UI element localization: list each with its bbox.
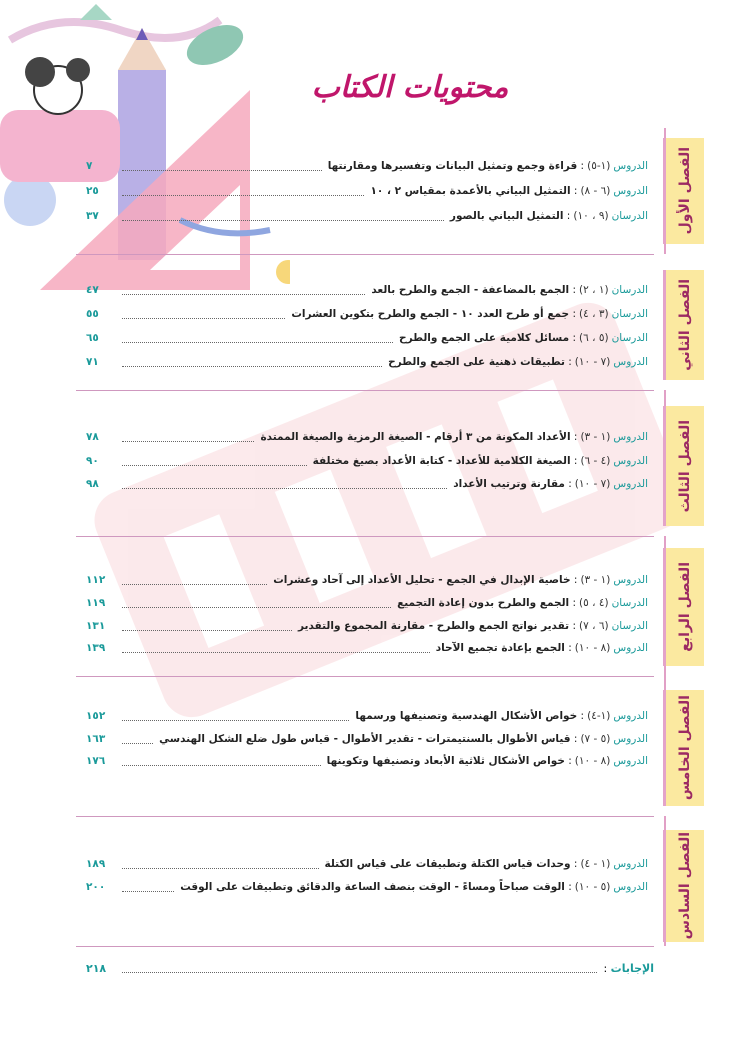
chapter-2-title: الفصل الثاني <box>677 279 693 371</box>
toc-row[interactable]: الدرسان (٣ ، ٤) : جمع أو طرح العدد ١٠ - الجمع والطرح بتكوين العشرات ٥٥ <box>86 308 648 320</box>
chapter-3-tab <box>663 406 704 526</box>
answers-label: الإجابات <box>610 961 654 975</box>
contents-frame <box>76 128 693 974</box>
toc-row[interactable]: الدرسان (١ ، ٢) : الجمع بالمضاعفة - الجمع والطرح بالعد ٤٧ <box>86 284 648 296</box>
toc-row[interactable]: الدروس (٨ - ١٠) : خواص الأشكال ثلاثية الأبعاد وتصنيفها وتكوينها ١٧٦ <box>86 755 648 767</box>
toc-row[interactable]: الدرسان (٥ ، ٦) : مسائل كلامية على الجمع والطرح ٦٥ <box>86 332 648 344</box>
answers-row[interactable]: الإجابات : ٢١٨ <box>86 961 654 975</box>
chapter-5-title: الفصل الخامس <box>677 695 693 801</box>
chapter-5-section <box>76 676 693 817</box>
toc-row[interactable]: الدرسان (٤ ، ٥) : الجمع والطرح بدون إعادة التجميع ١١٩ <box>86 597 648 609</box>
toc-row[interactable]: الدروس (٥ - ٧) : قياس الأطوال بالسنتيمترات - تقدير الأطوال - قياس طول ضلع الشكل الهندسي ١٦٣ <box>86 733 648 745</box>
toc-row[interactable]: الدروس (٦ - ٨) : التمثيل البياني بالأعمدة بمقياس ٢ ، ١٠ ٢٥ <box>86 185 648 197</box>
toc-row[interactable]: الدروس (١ - ٣) : الأعداد المكونة من ٣ أرقام - الصيغة الرمزية والصيغة الممتدة ٧٨ <box>86 431 648 443</box>
toc-row[interactable]: الدروس (١-٤) : خواص الأشكال الهندسية وتصنيفها ورسمها ١٥٢ <box>86 710 648 722</box>
decor-triangle <box>80 4 112 20</box>
toc-row[interactable]: الدروس (١ - ٤) : وحدات قياس الكتلة وتطبيقات على قياس الكتلة ١٨٩ <box>86 858 648 870</box>
toc-row[interactable]: الدروس (١ - ٣) : خاصية الإبدال في الجمع - تحليل الأعداد إلى آحاد وعشرات ١١٢ <box>86 574 648 586</box>
chapter-4-section <box>76 536 693 677</box>
toc-row[interactable]: الدروس (٤ - ٦) : الصيغة الكلامية للأعداد - كتابة الأعداد بصيغ مختلفة ٩٠ <box>86 455 648 467</box>
toc-row[interactable]: الدروس (٥ - ١٠) : الوقت صباحاً ومساءً - الوقت بنصف الساعة والدقائق وتطبيقات على الوقت ٢٠٠ <box>86 881 648 893</box>
chapter-4-title: الفصل الرابع <box>677 562 693 652</box>
toc-row[interactable]: الدرسان (٩ ، ١٠) : التمثيل البياني بالصور ٣٧ <box>86 210 648 222</box>
chapter-1-tab <box>663 138 704 244</box>
chapter-3-title: الفصل الثالث <box>677 419 693 513</box>
chapter-6-tab <box>663 830 704 942</box>
chapter-1-title: الفصل الأول <box>677 147 693 235</box>
toc-row[interactable]: الدروس (٨ - ١٠) : الجمع بإعادة تجميع الآحاد ١٣٩ <box>86 642 648 654</box>
toc-row[interactable]: الدرسان (٦ ، ٧) : تقدير نواتج الجمع والطرح - مقارنة المجموع والتقدير ١٣١ <box>86 620 648 632</box>
chapter-6-title: الفصل السادس <box>677 832 693 940</box>
chapter-1-section <box>76 128 693 255</box>
chapter-5-tab <box>663 690 704 806</box>
chapter-2-tab <box>663 270 704 380</box>
chapter-3-section <box>76 390 693 537</box>
page-title: محتويات الكتاب <box>311 70 509 105</box>
answers-page: ٢١٨ <box>86 961 107 975</box>
toc-row[interactable]: الدروس (٧ - ١٠) : تطبيقات ذهنية على الجمع والطرح ٧١ <box>86 356 648 368</box>
toc-row[interactable]: الدروس (١-٥) : قراءة وجمع وتمثيل البيانات وتفسيرها ومقارنتها ٧ <box>86 160 648 172</box>
decor-swirl <box>10 20 220 40</box>
chapter-2-section <box>76 254 693 391</box>
chapter-6-section <box>76 816 693 947</box>
chapter-4-tab <box>663 548 704 666</box>
toc-row[interactable]: الدروس (٧ - ١٠) : مقارنة وترتيب الأعداد ٩٨ <box>86 478 648 490</box>
